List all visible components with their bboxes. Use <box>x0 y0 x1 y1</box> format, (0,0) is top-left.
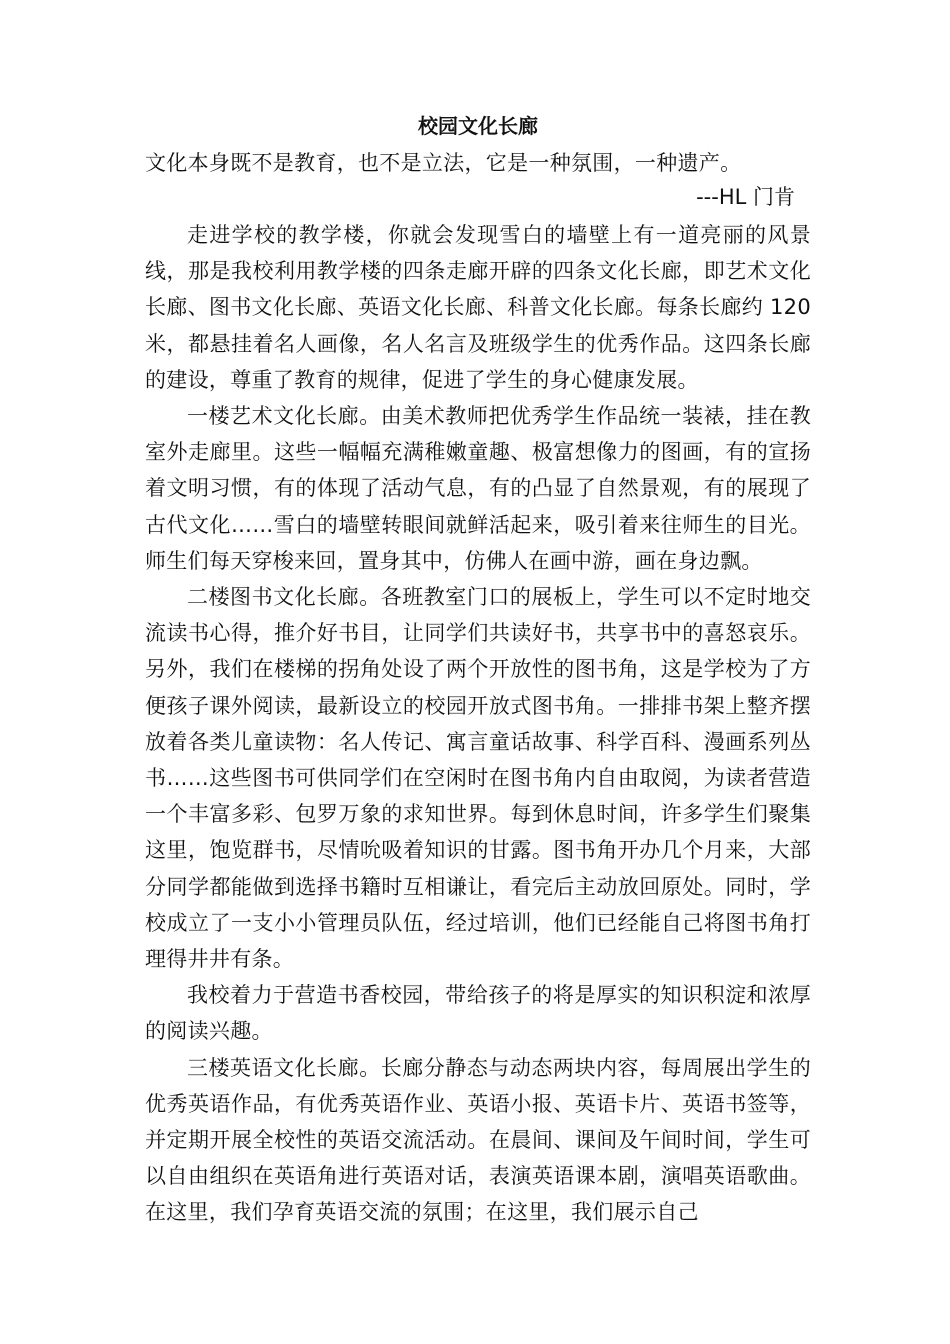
paragraph-intro: 走进学校的教学楼，你就会发现雪白的墙壁上有一道亮丽的风景线，那是我校利用教学楼的四条走廊开辟的四条文化长廊，即艺术文化长廊、图书文化长廊、英语文化长廊、科普文化长廊。每条长廊约 120 米，都悬挂着名人画像，名人名言及班级学生的优秀作品。这四条长廊的建设，尊重了教育的规律，促进了学生的身心健康发展。 <box>145 223 811 392</box>
paragraph-art-corridor: 一楼艺术文化长廊。由美术教师把优秀学生作品统一装裱，挂在教室外走廊里。这些一幅幅充满稚嫩童趣、极富想像力的图画，有的宣扬着文明习惯，有的体现了活动气息，有的凸显了自然景观，有的展现了古代文化……雪白的墙壁转眼间就鲜活起来，吸引着来往师生的目光。师生们每天穿梭来回，置身其中，仿佛人在画中游，画在身边飘。 <box>145 404 811 573</box>
paragraph-english-corridor: 三楼英语文化长廊。长廊分静态与动态两块内容，每周展出学生的优秀英语作品，有优秀英语作业、英语小报、英语卡片、英语书签等，并定期开展全校性的英语交流活动。在晨间、课间及午间时间，学生可以自由组织在英语角进行英语对话，表演英语课本剧，演唱英语歌曲。在这里，我们孕育英语交流的氛围；在这里，我们展示自己 <box>145 1055 811 1225</box>
paragraph-reading-campus: 我校着力于营造书香校园，带给孩子的将是厚实的知识积淀和浓厚的阅读兴趣。 <box>145 983 811 1044</box>
paragraph-library-corridor: 二楼图书文化长廊。各班教室门口的展板上，学生可以不定时地交流读书心得，推介好书目，让同学们共读好书，共享书中的喜怒哀乐。另外，我们在楼梯的拐角处设了两个开放性的图书角，这是学校为了方便孩子课外阅读，最新设立的校园开放式图书角。一排排书架上整齐摆放着各类儿童读物：名人传记、寓言童话故事、科学百科、漫画系列丛书……这些图书可供同学们在空闲时在图书角内自由取阅，为读者营造一个丰富多彩、包罗万象的求知世界。每到休息时间，许多学生们聚集这里，饱览群书，尽情吮吸着知识的甘露。图书角开办几个月来，大部分同学都能做到选择书籍时互相谦让，看完后主动放回原处。同时，学校成立了一支小小管理员队伍，经过培训，他们已经能自己将图书角打理得井井有条。 <box>145 585 811 972</box>
epigraph-quote: 文化本身既不是教育，也不是立法，它是一种氛围，一种遗产。 <box>145 151 742 175</box>
epigraph-attribution: ---HL 门肯 <box>696 185 795 209</box>
document-page <box>145 112 811 1231</box>
document-title: 校园文化长廊 <box>418 114 538 138</box>
